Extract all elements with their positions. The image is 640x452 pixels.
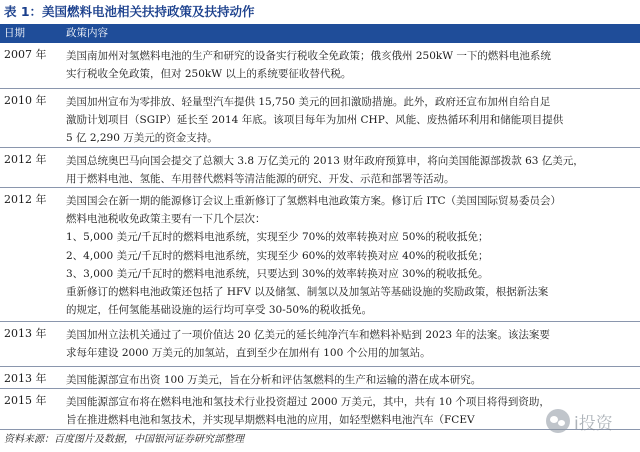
content-line: 重新修订的燃料电池政策还包括了 HFV 以及储氢、制氢以及加氢站等基础设施的奖励政策，根据新法案 [66,286,549,299]
content-line: 激励计划项目（SGIP）延长至 2014 年底。该项目每年为加州 CHP、风能、废热循环利用和储能项目提供 [66,114,564,127]
table-row [0,389,640,430]
header-date: 日期 [4,27,25,39]
row-content [66,152,636,188]
row-year: 2012 年 [4,153,47,166]
content-line: 的规定，任何氢能基础设施的运行均可享受 30-50%的税收抵免。 [66,304,373,317]
table-row [0,89,640,148]
row-content [66,47,636,83]
source-note: 资料来源：百度图片及数据，中国银河证券研究部整理 [4,434,244,445]
row-content [66,326,636,362]
content-line: 用于燃料电池、氢能、车用替代燃料等清洁能源的研究、开发、示范和部署等活动。 [66,173,455,186]
content-line: 3、3,000 美元/千瓦时的燃料电池系统，只要达到 30%的效率转换对应 30%的税收抵免。 [66,267,489,280]
content-line: 美国能源部宣布将在燃料电池和氢技术行业投资超过 2000 万美元，其中，共有 10 个项目将得到资助， [66,396,550,408]
row-year: 2013 年 [4,372,47,385]
row-year: 2010 年 [4,94,47,107]
row-content [66,371,636,389]
content-line: 实行税收全免政策，但对 250kW 以上的系统要征收替代税。 [66,68,352,81]
table-row [0,322,640,367]
table-title: 表 1：美国燃料电池相关扶持政策及扶持动作 [4,4,255,19]
content-line: 燃料电池税收免政策主要有一下几个层次： [66,213,266,226]
table-row [0,43,640,89]
row-content [66,192,636,319]
row-year: 2012 年 [4,193,47,206]
row-year: 2013 年 [4,327,47,340]
content-line: 1、5,000 美元/千瓦时的燃料电池系统，实现至少 70%的效率转换对应 50%的税收抵免； [66,231,489,244]
header-content: 政策内容 [66,27,108,39]
content-line: 求每年建设 2000 万美元的加氢站，直到至少在加州有 100 个公用的加氢站。 [66,347,431,360]
content-line: 美国加州宣布为零排放、轻量型汽车提供 15,750 美元的回扣激励措施。此外，政府还宣布加州自给自足 [66,96,551,108]
wechat-icon [546,409,570,433]
watermark-text: i投资 [574,413,613,434]
table-row [0,188,640,322]
content-line: 美国总统奥巴马向国会提交了总额大 3.8 万亿美元的 2013 财年政府预算申，将向美国能源部拨款 63 亿美元， [66,155,584,167]
watermark [546,406,613,436]
content-line: 美国加州立法机关通过了一项价值达 20 亿美元的延长纯净汽车和燃料补贴到 2023 年的法案。该法案要 [66,329,550,341]
content-line: 美国南加州对氢燃料电池的生产和研究的设备实行税收全免政策；俄亥俄州 250kW 一下的燃料电池系统 [66,50,551,62]
row-content [66,93,636,148]
row-year: 2015 年 [4,394,47,407]
table-row [0,148,640,188]
content-line: 旨在推进燃料电池和氢技术，并实现早期燃料电池的应用，如轻型燃料电池汽车（FCEV [66,414,475,427]
content-line: 美国能源部宣布出资 100 万美元，旨在分析和评估氢燃料的生产和运输的潜在成本研究。 [66,374,482,386]
content-line: 2、4,000 美元/千瓦时的燃料电池系统，实现至少 60%的效率转换对应 40%的税收抵免； [66,249,489,262]
table-row [0,367,640,389]
content-line: 5 亿 2,290 万美元的资金支持。 [66,132,218,145]
table-header [0,24,640,43]
content-line: 美国国会在新一期的能源修订会议上重新修订了氢燃料电池政策方案。修订后 ITC（美国国际贸易委员会） [66,195,562,207]
row-year: 2007 年 [4,48,47,61]
